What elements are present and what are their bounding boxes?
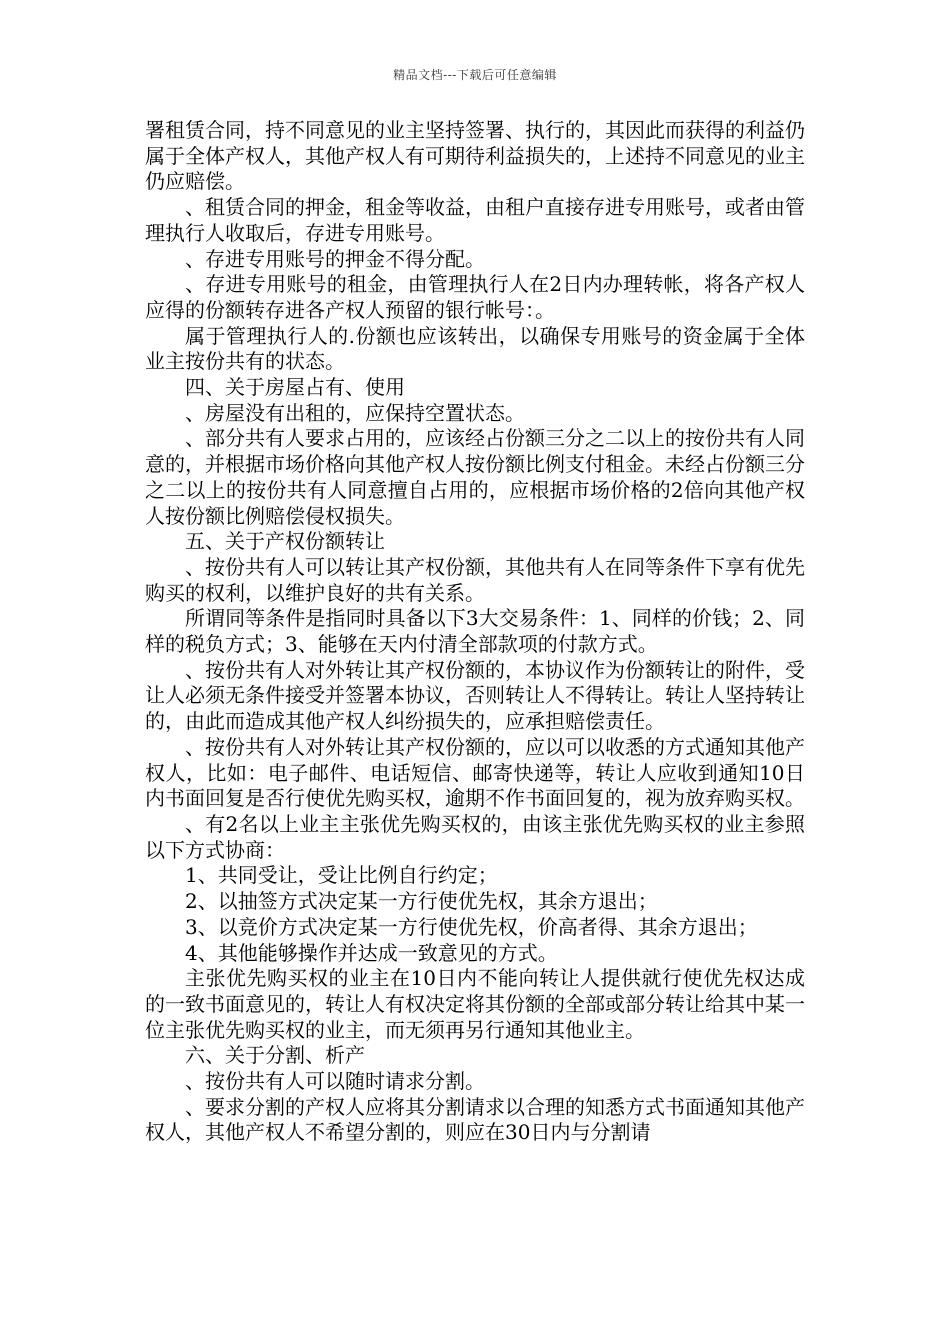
list-item: 3、以竞价方式决定某一方行使优先权，价高者得、其余方退出； [185,914,758,939]
section-heading: 四、关于房屋占有、使用 [185,375,405,400]
paragraph: 、租赁合同的押金，租金等收益，由租户直接存进专用账号，或者由管理执行人收取后，存进专用账号。 [145,195,805,245]
paragraph: 、按份共有人对外转让其产权份额的，应以可以收悉的方式通知其他产权人，比如：电子邮件、电话短信、邮寄快递等，转让人应收到通知10日内书面回复是否行使优先购买权，逾期不作书面回复的，视为放弃购买权。 [145,734,805,811]
paragraph: 、存进专用账号的押金不得分配。 [185,246,485,271]
section-heading: 五、关于产权份额转让 [185,529,385,554]
paragraph: 、按份共有人可以转让其产权份额，其他共有人在同等条件下享有优先购买的权利，以维护良好的共有关系。 [145,554,805,605]
paragraph: 署租赁合同，持不同意见的业主坚持签署、执行的，其因此而获得的利益仍属于全体产权人，其他产权人有可期待利益损失的，上述持不同意见的业主仍应赔偿。 [145,118,805,194]
page-header: 精品文档---下载后可任意编辑 [393,68,557,82]
paragraph: 、按份共有人可以随时请求分割。 [185,1069,485,1094]
paragraph: 、有2名以上业主主张优先购买权的，由该主张优先购买权的业主参照以下方式协商： [145,811,805,862]
paragraph: 、按份共有人对外转让其产权份额的，本协议作为份额转让的附件，受让人必须无条件接受并签署本协议，否则转让人不得转让。转让人坚持转让的，由此而造成其他产权人纠纷损失的，应承担赔偿责任。 [145,657,805,734]
paragraph: 所谓同等条件是指同时具备以下3大交易条件：1、同样的价钱；2、同样的税负方式；3、能够在天内付清全部款项的付款方式。 [145,606,805,657]
paragraph: 、房屋没有出租的，应保持空置状态。 [185,400,525,425]
paragraph: 、要求分割的产权人应将其分割请求以合理的知悉方式书面通知其他产权人，其他产权人不希望分割的，则应在30日内与分割请 [145,1094,805,1145]
list-item: 1、共同受让，受让比例自行约定； [185,863,498,888]
paragraph: 、部分共有人要求占用的，应该经占份额三分之二以上的按份共有人同意的，并根据市场价格向其他产权人按份额比例支付租金。未经占份额三分之二以上的按份共有人同意擅自占用的，应根据市场价格的2倍向其他产权人按份额比例赔偿侵权损失。 [145,426,805,528]
list-item: 4、其他能够操作并达成一致意见的方式。 [185,940,558,965]
paragraph: 属于管理执行人的.份额也应该转出，以确保专用账号的资金属于全体业主按份共有的状态。 [145,323,805,374]
document-body [145,118,805,1146]
section-heading: 六、关于分割、析产 [185,1043,365,1068]
list-item: 2、以抽签方式决定某一方行使优先权，其余方退出； [185,889,658,914]
paragraph: 、存进专用账号的租金，由管理执行人在2日内办理转帐，将各产权人应得的份额转存进各产权人预留的银行帐号：。 [145,272,805,322]
paragraph: 主张优先购买权的业主在10日内不能向转让人提供就行使优先权达成的一致书面意见的，转让人有权决定将其份额的全部或部分转让给其中某一位主张优先购买权的业主，而无须再另行通知其他业主。 [145,966,805,1042]
